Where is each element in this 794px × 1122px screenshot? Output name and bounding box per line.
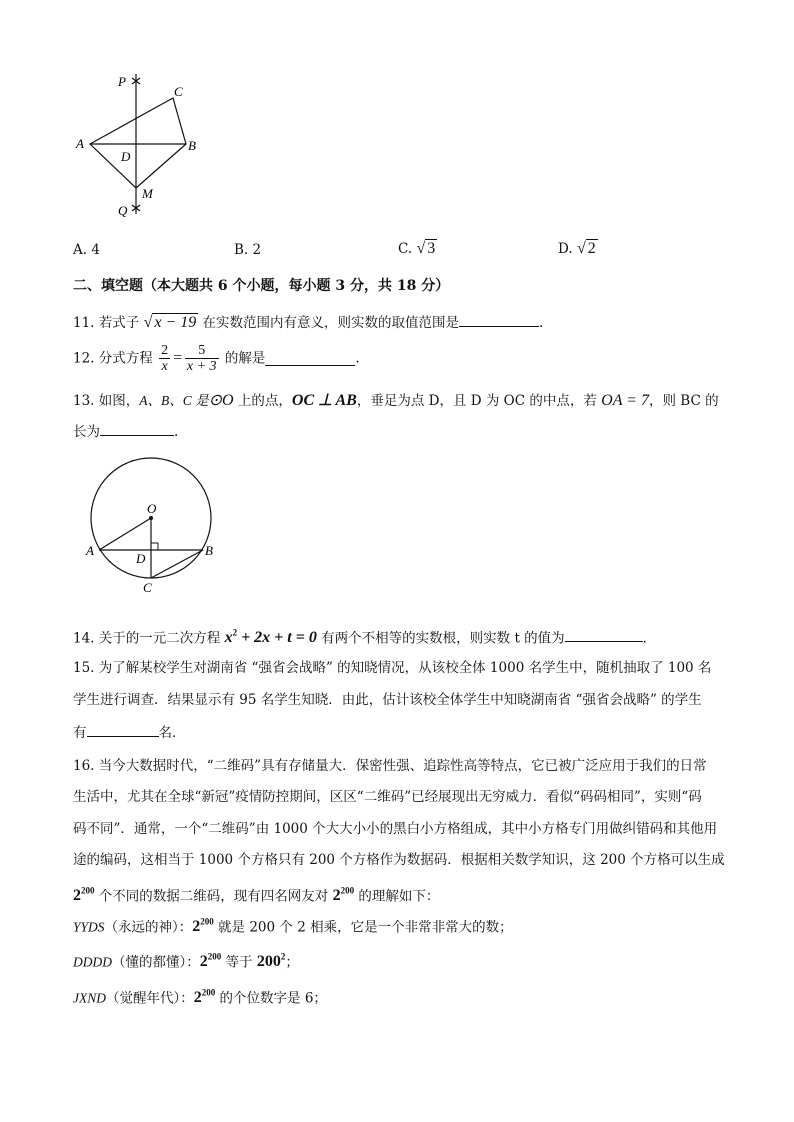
q13-perp: OC ⊥ AB	[291, 392, 357, 409]
yyds-name: YYDS	[73, 919, 105, 935]
question-16-line2: 生活中，尤其在全球“新冠”疫情防控期间，区区“二维码”已经展现出无穷威力．看似“码码相同”，实则“码	[73, 789, 702, 805]
q16-dddd	[73, 948, 299, 971]
q13-end: .	[174, 424, 179, 440]
question-16-line4: 途的编码，这相当于 1000 个方格只有 200 个方格作为数据码．根据相关数学知识，这 200 个方格可以生成	[73, 852, 725, 868]
dddd-end: ；	[285, 954, 299, 971]
option-d	[558, 240, 598, 258]
question-11	[73, 312, 543, 332]
label-A: A	[76, 136, 84, 151]
question-15-line2: 学生进行调查．结果显示有 95 名学生知晓．由此，估计该校全体学生中知晓湖南省 “强省会战略” 的学生	[73, 692, 702, 708]
q14-equation	[225, 629, 317, 646]
q13-oa: OA = 7	[601, 392, 649, 409]
q15-answer-blank[interactable]	[87, 722, 159, 737]
q16-l5-mid: 个不同的数据二维码，现有四名网友对	[94, 888, 333, 905]
label-D: D	[121, 149, 131, 164]
dddd-base: 2	[199, 953, 208, 971]
q14-answer-blank[interactable]	[565, 627, 643, 642]
section-heading: 二、填空题（本大题共 6 个小题，每小题 3 分，共 18 分）	[73, 278, 450, 294]
q12-pre: 12. 分式方程	[73, 350, 158, 367]
question-14	[73, 624, 647, 647]
yyds-exp: 200	[200, 917, 214, 927]
yyds-base: 2	[192, 918, 201, 936]
q12-f2-num: 5	[185, 343, 219, 359]
option-c-value: 3	[427, 240, 436, 257]
q13-mid: 上的点，	[233, 393, 292, 409]
dddd-name: DDDD	[73, 954, 112, 970]
q12-fraction-right	[185, 343, 219, 374]
dddd-exp: 200	[207, 952, 222, 962]
option-a	[73, 241, 100, 259]
dddd-power	[200, 953, 222, 970]
jxnd-note: （觉醒年代）：	[106, 990, 194, 1007]
label-M: M	[142, 186, 153, 201]
segment-OA	[99, 518, 151, 550]
right-angle-mark	[151, 543, 158, 550]
dddd-text: 等于	[221, 954, 257, 971]
dddd-power-2	[257, 953, 286, 970]
figure-quadrilateral	[70, 68, 210, 223]
label-C: C	[174, 84, 183, 99]
q12-fraction-left	[159, 343, 170, 374]
q12-end: .	[355, 350, 360, 367]
option-b-value: 2	[252, 242, 262, 258]
option-a-value: 4	[91, 242, 100, 258]
q13-midpoint: D，且 D 为 OC 的中点，若	[428, 393, 602, 409]
q16-base-1: 2	[73, 887, 81, 905]
question-13-line1	[73, 392, 719, 410]
label-C: C	[143, 580, 152, 595]
question-15-line1: 15. 为了解某校学生对湖南省 “强省会战略” 的知晓情况，从该校全体 1000 名学生中，随机抽取了 100 名	[73, 660, 712, 676]
q13-answer-blank[interactable]	[100, 421, 174, 436]
question-15-line3	[73, 722, 186, 742]
option-d-sqrt: √ 2	[576, 240, 596, 257]
dddd-exp-2: 2	[280, 952, 286, 962]
dddd-note: （懂的都懂）：	[112, 954, 200, 971]
option-d-letter: D.	[558, 241, 573, 257]
q13-ask: ，则 BC 的	[648, 393, 719, 409]
quad-ACBM	[90, 98, 186, 188]
yyds-power	[192, 918, 214, 935]
q16-exp-1: 200	[81, 886, 95, 896]
q12-post: 的解是	[220, 350, 266, 367]
q15-end: 名．	[158, 725, 186, 741]
q11-radicand: x − 19	[154, 314, 197, 331]
label-P: P	[118, 74, 126, 89]
label-O: O	[147, 501, 157, 516]
q16-power-1	[73, 887, 95, 904]
q14-end: .	[642, 630, 647, 647]
jxnd-base: 2	[193, 989, 202, 1007]
q16-exp-2: 200	[340, 886, 355, 896]
dddd-base-2: 200	[256, 953, 281, 971]
q16-jxnd	[73, 984, 327, 1007]
q12-f2-den: x + 3	[186, 359, 217, 374]
label-B: B	[188, 138, 196, 153]
jxnd-text: 的个位数字是 6；	[215, 990, 327, 1007]
label-B: B	[205, 543, 213, 558]
question-16-line1: 16. 当今大数据时代，“二维码”具有存储量大．保密性强、追踪性高等特点，它已被广泛应用于我们的日常	[73, 758, 707, 774]
q12-answer-blank[interactable]	[265, 351, 355, 366]
question-16-line5	[73, 882, 439, 905]
q11-post: 在实数范围内有意义，则实数的取值范围是	[198, 315, 460, 331]
point-O	[149, 516, 153, 520]
option-b-letter: B.	[234, 242, 249, 258]
q13-circle: ⊙O	[208, 392, 234, 409]
q11-answer-blank[interactable]	[459, 312, 539, 327]
q16-power-2	[333, 887, 355, 904]
q14-post: 有两个不相等的实数根，则实数 t 的值为	[316, 630, 565, 647]
label-D: D	[136, 551, 146, 566]
option-a-letter: A.	[73, 242, 88, 258]
q14-eq-rest: + 2x + t = 0	[237, 629, 317, 647]
figure-circle	[78, 455, 228, 600]
question-16-line3: 码不同”．通常，一个“二维码”由 1000 个大大小小的黑白小方格组成，其中小方格专门用做纠错码和其他用	[73, 821, 718, 837]
q13-foot: ，垂足为点	[356, 393, 429, 409]
jxnd-exp: 200	[201, 988, 216, 998]
option-b	[234, 241, 261, 259]
yyds-note: （永远的神）：	[104, 919, 193, 936]
q16-l5-end: 的理解如下：	[354, 888, 440, 905]
q14-eq-exp: 2	[232, 628, 238, 638]
q14-pre: 14. 关于的一元二次方程	[73, 630, 225, 647]
q12-equals: =	[172, 349, 183, 367]
q11-pre: 11. 若式子	[73, 315, 144, 331]
jxnd-power	[194, 989, 216, 1006]
label-Q: Q	[118, 203, 128, 218]
q13-line2: 长为	[73, 424, 100, 440]
option-c-sqrt: √ 3	[416, 240, 436, 257]
q12-f1-den: x	[161, 359, 168, 374]
q11-sqrt: √ x − 19	[143, 314, 197, 331]
q15-pre: 有	[73, 725, 87, 741]
question-13-line2	[73, 421, 178, 441]
q11-end: .	[539, 315, 544, 331]
q16-yyds	[73, 913, 513, 936]
label-A: A	[86, 543, 94, 558]
q16-base-2: 2	[332, 887, 341, 905]
q12-f1-num: 2	[161, 343, 169, 358]
q13-points: A、B、C 是	[139, 393, 209, 408]
option-c-letter: C.	[398, 241, 413, 257]
question-12	[73, 343, 360, 374]
option-c	[398, 240, 437, 258]
yyds-text: 就是 200 个 2 相乘，它是一个非常非常大的数；	[213, 919, 513, 936]
segment-BC	[151, 550, 203, 578]
jxnd-name: JXND	[73, 990, 106, 1006]
option-d-value: 2	[587, 240, 596, 257]
q13-pre: 13. 如图，	[73, 393, 140, 409]
q14-eq-x: x	[224, 629, 233, 647]
